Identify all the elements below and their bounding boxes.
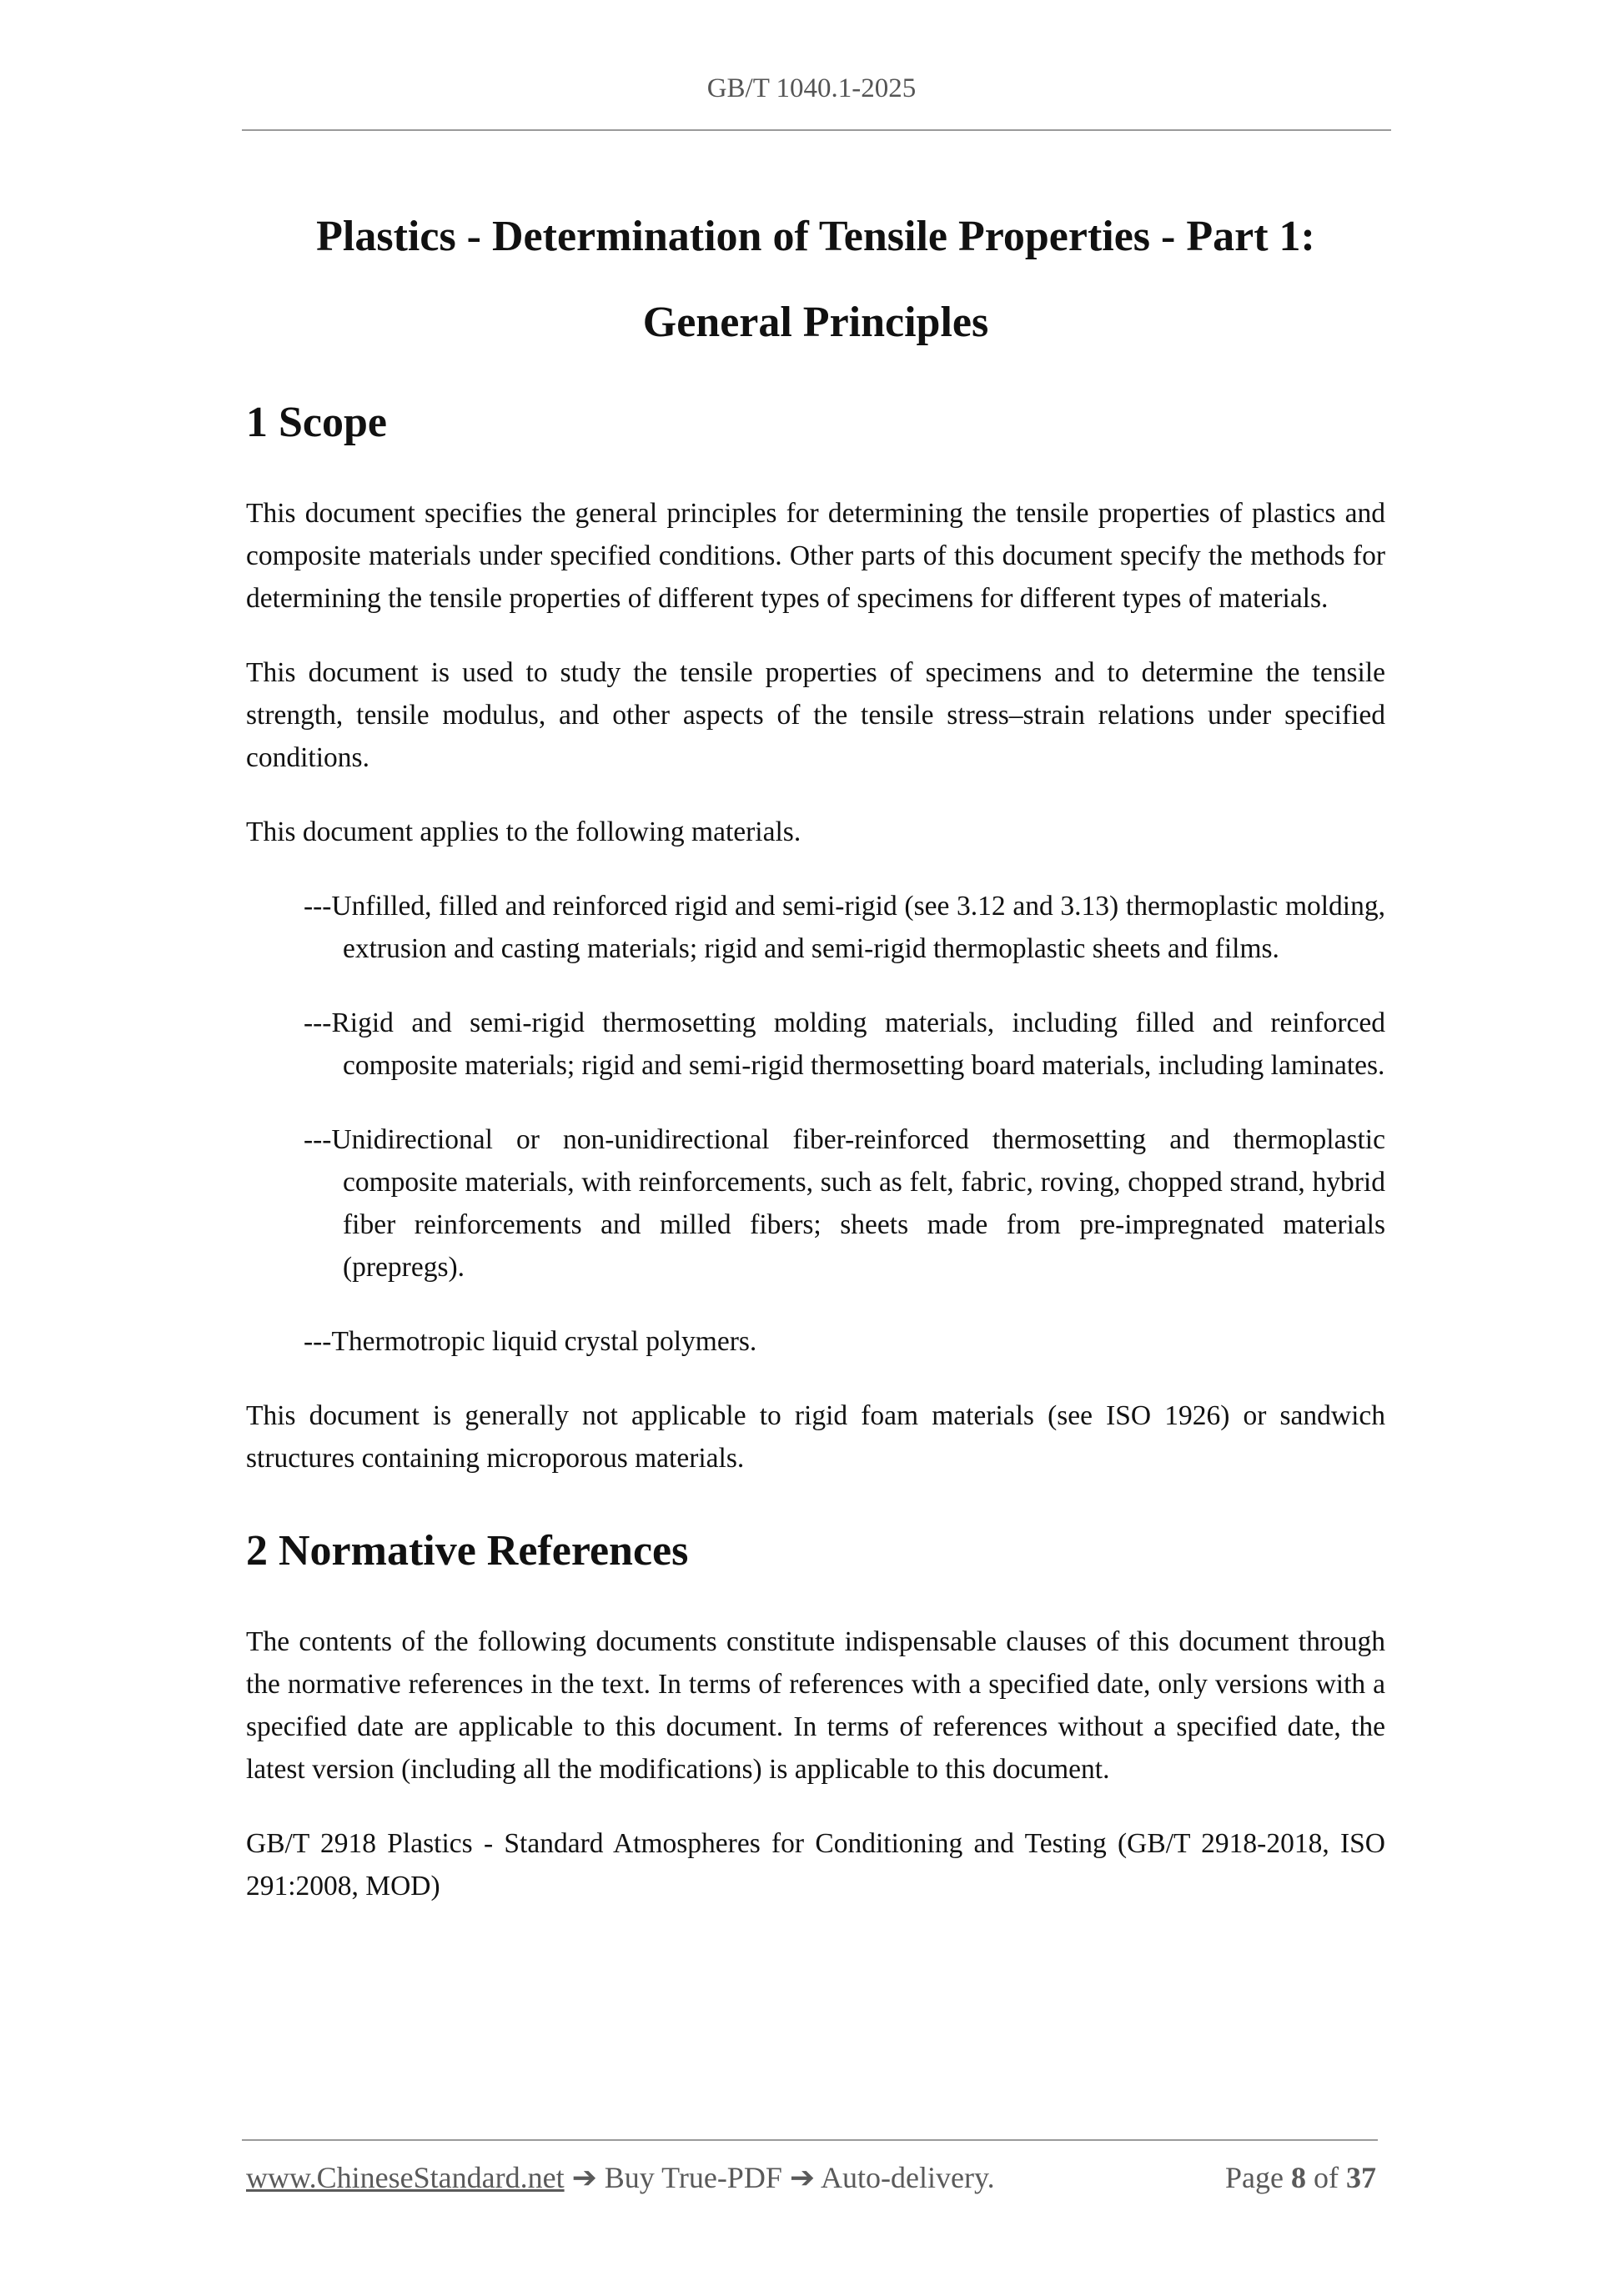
page-footer: [246, 2160, 1376, 2202]
auto-delivery-text: Auto-delivery.: [821, 2161, 995, 2194]
scope-paragraph-1: This document specifies the general principles for determining the tensile properties of plastics and composite materials under specified conditions. Other parts of this document specify the methods for determining the tensile properties of different types of specimens for different types of materials.: [246, 498, 1385, 614]
header-divider: [242, 129, 1391, 131]
document-code-header: GB/T 1040.1-2025: [706, 73, 917, 103]
section-2-heading: 2 Normative References: [246, 1527, 689, 1575]
footer-promo: [246, 2160, 995, 2195]
title-line-1: Plastics - Determination of Tensile Properties - Part 1:: [316, 213, 1315, 260]
scope-list-item: ---Unfilled, filled and reinforced rigid and semi-rigid (see 3.12 and 3.13) thermoplastic molding, extrusion and casting materials; rigid and semi-rigid thermoplastic sheets and films.: [304, 891, 1385, 964]
buy-true-pdf-text: Buy True-PDF: [604, 2161, 782, 2194]
scope-list-item: ---Unidirectional or non-unidirectional fiber-reinforced thermosetting and thermoplastic composite materials, with reinforcements, such as felt, fabric, roving, chopped strand, hybrid fiber reinforcements and milled fibers; sheets made from pre-impregnated materials (prepregs).: [304, 1124, 1385, 1283]
normative-references-paragraph: The contents of the following documents constitute indispensable clauses of this document through the normative references in the text. In terms of references with a specified date, only versions with a specified date are applicable to this document. In terms of references without a specified date, the latest version (including all the modifications) is applicable to this document.: [246, 1626, 1385, 1785]
page-content: [246, 193, 1385, 1907]
page-label: Page: [1225, 2161, 1284, 2194]
footer-divider: [242, 2139, 1378, 2141]
document-title: [246, 193, 1385, 365]
website-link[interactable]: www.ChineseStandard.net: [246, 2161, 565, 2194]
scope-paragraph-2: This document is used to study the tensile properties of specimens and to determine the tensile strength, tensile modulus, and other aspects of the tensile stress–strain relations under specified conditions.: [246, 657, 1385, 773]
section-1-heading: 1 Scope: [246, 399, 387, 446]
arrow-right-icon: ➔: [789, 2161, 816, 2194]
page-number: [1225, 2160, 1376, 2195]
normative-reference-entry: GB/T 2918 Plastics - Standard Atmospheres for Conditioning and Testing (GB/T 2918-2018, ISO 291:2008, MOD): [246, 1828, 1385, 1902]
arrow-right-icon: ➔: [571, 2161, 597, 2194]
scope-paragraph-4: This document is generally not applicable to rigid foam materials (see ISO 1926) or sandwich structures containing microporous materials.: [246, 1400, 1385, 1474]
scope-list-item: ---Thermotropic liquid crystal polymers.: [304, 1326, 757, 1357]
title-line-2: General Principles: [642, 299, 989, 346]
scope-paragraph-3: This document applies to the following materials.: [246, 816, 801, 847]
total-pages-number: 37: [1346, 2161, 1376, 2194]
page-of-label: of: [1314, 2161, 1339, 2194]
scope-list-item: ---Rigid and semi-rigid thermosetting molding materials, including filled and reinforced composite materials; rigid and semi-rigid thermosetting board materials, including laminates.: [304, 1007, 1385, 1081]
current-page-number: 8: [1291, 2161, 1306, 2194]
